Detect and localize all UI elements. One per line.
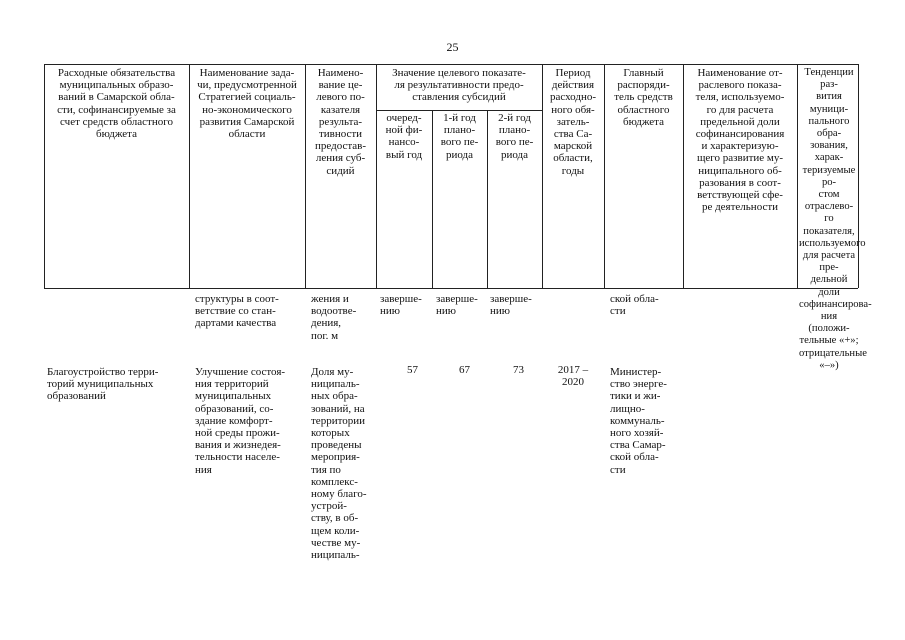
col-border-6 xyxy=(542,64,543,288)
row-col1: Благоустройство терри- торий муниципальных образований xyxy=(47,366,159,403)
col-border-4 xyxy=(432,110,433,288)
col-border-8 xyxy=(683,64,684,288)
header-col1: Расходные обязательства муниципальных образо- ваний в Самарской обла- сти, софинансируемые за счет средств областного бюджета xyxy=(57,67,176,141)
header-col2: Наименование зада- чи, предусмотренной Стратегией социаль- но-экономического развития Самарской области xyxy=(197,67,297,141)
header-sub2: 1-й год плано- вого пе- риода xyxy=(440,112,479,161)
row-sub2: 67 xyxy=(459,364,470,376)
header-bottom-border xyxy=(44,288,858,289)
row-sub1: 57 xyxy=(407,364,418,376)
col-border-0 xyxy=(44,64,45,288)
col-border-3 xyxy=(376,64,377,288)
row-sub3: 73 xyxy=(513,364,524,376)
col-border-5 xyxy=(487,110,488,288)
col-border-2 xyxy=(305,64,306,288)
header-col9: Наименование от- раслевого показа- теля, используемо- го для расчета предельной доли софинансирования и характеризую- щего развитие му- ниципального об- разования в соот- ветствующей сфе- ре деятельности xyxy=(695,67,785,214)
continuation-sub3: заверше- нию xyxy=(490,293,532,318)
header-col7: Период действия расходно- ного обя- затель- ства Са- марской области, годы xyxy=(549,67,597,177)
continuation-sub1: заверше- нию xyxy=(380,293,422,318)
header-group: Значение целевого показате- ля результативности предо- ставления субсидий xyxy=(392,67,526,104)
row-col2: Улучшение состоя- ния территорий муниципальных образований, со- здание комфорт- ной среды прожи- вания и жизнедея- тельности населе- ния xyxy=(195,366,286,476)
row-col8: Министер- ство энерге- тики и жи- лищно- коммуналь- ного хозяй- ства Самар- ской обла- сти xyxy=(610,366,667,476)
row-col7: 2017 – 2020 xyxy=(557,364,589,389)
header-sub1: очеред- ной фи- нансо- вый год xyxy=(385,112,423,161)
group-divider xyxy=(376,110,542,111)
col-border-9 xyxy=(797,64,798,288)
col-border-1 xyxy=(189,64,190,288)
header-col10: Тенденции раз- вития муници- пального обра- зования, харак- теризуемые ро- стом отраслево- го показателя, используемого для расчета пре- дельной доли софинансирова- ния (положи- тельные «+»; отрицательные «–») xyxy=(799,67,872,371)
header-sub3: 2-й год плано- вого пе- риода xyxy=(495,112,534,161)
col-border-7 xyxy=(604,64,605,288)
table-top-border xyxy=(44,64,858,65)
header-col8: Главный распоряди- тель средств областного бюджета xyxy=(614,67,673,128)
row-col3: Доля му- ниципаль- ных обра- зований, на территории которых проведены мероприя- тия по комплекс- ному благо- устрой- ству, в об- щем коли- честве му- ниципаль- xyxy=(311,366,367,562)
continuation-col8: ской обла- сти xyxy=(610,293,659,318)
continuation-col3: жения и водоотве- дения, пог. м xyxy=(311,293,357,342)
continuation-sub2: заверше- нию xyxy=(436,293,478,318)
header-col3: Наимено- вание це- левого по- казателя результа- тивности предостав- ления суб- сидий xyxy=(314,67,367,177)
continuation-col2: структуры в соот- ветствие со стан- дартами качества xyxy=(195,293,279,330)
page-number: 25 xyxy=(446,40,459,54)
